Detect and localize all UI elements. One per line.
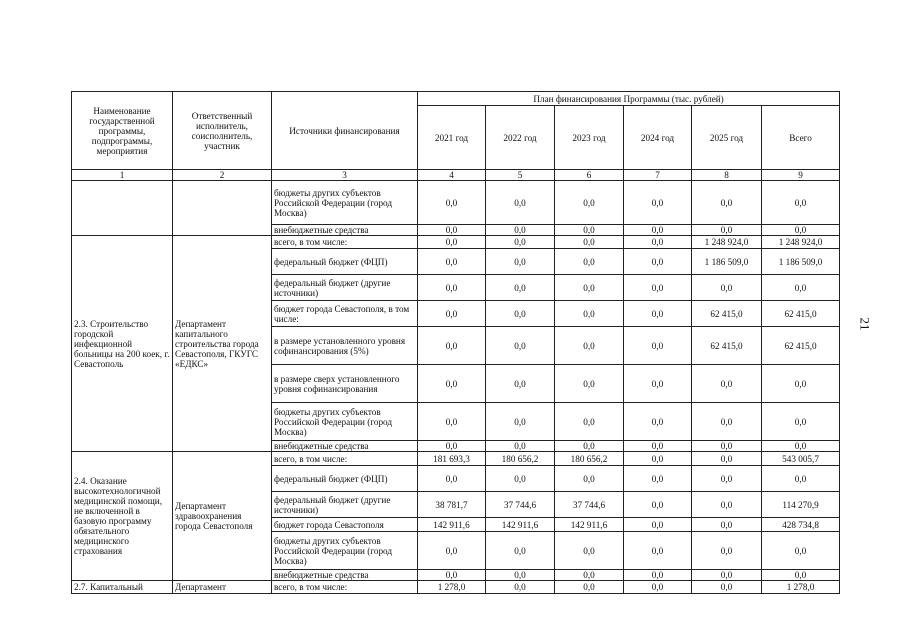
funding-source-cell: всего, в том числе: — [272, 236, 418, 249]
column-number: 1 — [72, 170, 173, 181]
year-value-cell: 0,0 — [418, 365, 486, 403]
year-value-cell: 0,0 — [624, 441, 692, 452]
year-value-cell: 0,0 — [624, 327, 692, 365]
year-value-cell: 0,0 — [555, 236, 624, 249]
column-number: 2 — [173, 170, 272, 181]
total-value-cell: 1 248 924,0 — [762, 236, 840, 249]
year-value-cell: 0,0 — [418, 466, 486, 492]
funding-source-cell: внебюджетные средства — [272, 441, 418, 452]
total-value-cell: 1 278,0 — [762, 581, 840, 594]
header-responsible-column: Ответственный исполнитель, соисполнитель, участник — [173, 92, 272, 170]
total-value-cell: 62 415,0 — [762, 327, 840, 365]
year-value-cell: 0,0 — [486, 225, 555, 236]
year-value-cell: 0,0 — [555, 466, 624, 492]
year-value-cell: 0,0 — [624, 570, 692, 581]
year-value-cell: 0,0 — [418, 532, 486, 570]
column-number: 7 — [624, 170, 692, 181]
year-value-cell: 37 744,6 — [555, 492, 624, 518]
year-value-cell: 0,0 — [555, 327, 624, 365]
year-value-cell: 0,0 — [624, 492, 692, 518]
header-sources-column: Источники финансирования — [272, 92, 418, 170]
header-plan: План финансирования Программы (тыс. рублей) — [418, 92, 840, 106]
year-value-cell: 0,0 — [624, 181, 692, 225]
year-value-cell: 1 186 509,0 — [692, 249, 762, 275]
year-value-cell: 0,0 — [624, 532, 692, 570]
year-value-cell: 0,0 — [692, 570, 762, 581]
year-value-cell: 0,0 — [486, 532, 555, 570]
year-value-cell: 0,0 — [624, 236, 692, 249]
year-value-cell: 0,0 — [624, 466, 692, 492]
responsible-cell: Департамент капитального строительства города Севастополя, ГКУГС «ЕДКС» — [173, 236, 272, 452]
funding-source-cell: внебюджетные средства — [272, 570, 418, 581]
funding-source-cell: бюджеты других субъектов Российской Федерации (город Москва) — [272, 181, 418, 225]
total-value-cell: 0,0 — [762, 275, 840, 301]
column-number: 6 — [555, 170, 624, 181]
responsible-cell: Департамент здравоохранения города Севастополя — [173, 452, 272, 581]
year-value-cell: 0,0 — [555, 301, 624, 327]
year-value-cell: 0,0 — [555, 441, 624, 452]
year-value-cell: 0,0 — [624, 301, 692, 327]
total-value-cell: 0,0 — [762, 181, 840, 225]
year-value-cell: 0,0 — [555, 570, 624, 581]
year-value-cell: 0,0 — [692, 225, 762, 236]
funding-source-cell: бюджет города Севастополя — [272, 518, 418, 532]
funding-source-cell: всего, в том числе: — [272, 452, 418, 466]
year-value-cell: 1 278,0 — [418, 581, 486, 594]
total-value-cell: 0,0 — [762, 365, 840, 403]
funding-source-cell: в размере установленного уровня софинансирования (5%) — [272, 327, 418, 365]
year-value-cell: 0,0 — [692, 365, 762, 403]
year-value-cell: 142 911,6 — [418, 518, 486, 532]
funding-source-cell: внебюджетные средства — [272, 225, 418, 236]
header-total: Всего — [762, 106, 840, 170]
total-value-cell: 0,0 — [762, 225, 840, 236]
total-value-cell: 0,0 — [762, 570, 840, 581]
header-year: 2024 год — [624, 106, 692, 170]
year-value-cell: 62 415,0 — [692, 327, 762, 365]
header-year: 2022 год — [486, 106, 555, 170]
funding-source-cell: федеральный бюджет (ФЦП) — [272, 249, 418, 275]
total-value-cell: 0,0 — [762, 466, 840, 492]
year-value-cell: 0,0 — [692, 403, 762, 441]
year-value-cell: 0,0 — [624, 275, 692, 301]
year-value-cell: 0,0 — [555, 403, 624, 441]
year-value-cell: 0,0 — [418, 570, 486, 581]
year-value-cell: 0,0 — [486, 181, 555, 225]
year-value-cell: 37 744,6 — [486, 492, 555, 518]
total-value-cell: 428 734,8 — [762, 518, 840, 532]
activity-name-cell: 2.7. Капитальный — [72, 581, 173, 594]
year-value-cell: 0,0 — [486, 581, 555, 594]
year-value-cell: 142 911,6 — [555, 518, 624, 532]
year-value-cell: 0,0 — [418, 249, 486, 275]
year-value-cell: 0,0 — [692, 518, 762, 532]
year-value-cell: 0,0 — [418, 275, 486, 301]
year-value-cell: 181 693,3 — [418, 452, 486, 466]
funding-source-cell: федеральный бюджет (другие источники) — [272, 275, 418, 301]
funding-source-cell: в размере сверх установленного уровня софинансирования — [272, 365, 418, 403]
year-value-cell: 0,0 — [486, 249, 555, 275]
year-value-cell: 0,0 — [486, 441, 555, 452]
funding-source-cell: бюджеты других субъектов Российской Федерации (город Москва) — [272, 403, 418, 441]
table-row — [72, 581, 840, 594]
year-value-cell: 1 248 924,0 — [692, 236, 762, 249]
header-year: 2025 год — [692, 106, 762, 170]
year-value-cell: 0,0 — [555, 181, 624, 225]
activity-name-cell: 2.3. Строительство городской инфекционной больницы на 200 коек, г. Севастополь — [72, 236, 173, 452]
year-value-cell: 0,0 — [555, 365, 624, 403]
year-value-cell: 142 911,6 — [486, 518, 555, 532]
year-value-cell: 0,0 — [418, 441, 486, 452]
total-value-cell: 62 415,0 — [762, 301, 840, 327]
funding-source-cell: федеральный бюджет (ФЦП) — [272, 466, 418, 492]
year-value-cell: 0,0 — [418, 301, 486, 327]
table-row — [72, 236, 840, 249]
year-value-cell: 0,0 — [418, 327, 486, 365]
year-value-cell: 0,0 — [486, 365, 555, 403]
activity-name-cell: 2.4. Оказание высокотехнологичной медицинской помощи, не включенной в базовую программу обязательного медицинского страхования — [72, 452, 173, 581]
year-value-cell: 0,0 — [624, 403, 692, 441]
year-value-cell: 0,0 — [692, 441, 762, 452]
year-value-cell: 0,0 — [486, 327, 555, 365]
financing-table — [71, 91, 840, 594]
funding-source-cell: всего, в том числе: — [272, 581, 418, 594]
column-number: 5 — [486, 170, 555, 181]
header-name-column: Наименование государственной программы, подпрограммы, мероприятия — [72, 92, 173, 170]
year-value-cell: 0,0 — [555, 225, 624, 236]
year-value-cell: 0,0 — [624, 225, 692, 236]
funding-source-cell: бюджет города Севастополя, в том числе: — [272, 301, 418, 327]
table-row — [72, 181, 840, 225]
page-number: 21 — [857, 317, 873, 331]
year-value-cell: 0,0 — [418, 236, 486, 249]
year-value-cell: 0,0 — [486, 301, 555, 327]
year-value-cell: 0,0 — [624, 249, 692, 275]
responsible-cell: Департамент — [173, 581, 272, 594]
year-value-cell: 0,0 — [486, 466, 555, 492]
year-value-cell: 0,0 — [486, 275, 555, 301]
year-value-cell: 0,0 — [692, 581, 762, 594]
table-row — [72, 452, 840, 466]
responsible-cell — [173, 181, 272, 236]
funding-source-cell: федеральный бюджет (другие источники) — [272, 492, 418, 518]
column-number: 4 — [418, 170, 486, 181]
year-value-cell: 0,0 — [486, 570, 555, 581]
year-value-cell: 0,0 — [624, 452, 692, 466]
column-number: 9 — [762, 170, 840, 181]
table-body — [72, 181, 840, 594]
year-value-cell: 0,0 — [692, 181, 762, 225]
year-value-cell: 0,0 — [624, 365, 692, 403]
header-year: 2021 год — [418, 106, 486, 170]
year-value-cell: 0,0 — [555, 249, 624, 275]
year-value-cell: 0,0 — [692, 466, 762, 492]
activity-name-cell — [72, 181, 173, 236]
total-value-cell: 114 270,9 — [762, 492, 840, 518]
total-value-cell: 543 005,7 — [762, 452, 840, 466]
total-value-cell: 0,0 — [762, 441, 840, 452]
year-value-cell: 0,0 — [692, 532, 762, 570]
year-value-cell: 0,0 — [624, 581, 692, 594]
year-value-cell: 62 415,0 — [692, 301, 762, 327]
year-value-cell: 0,0 — [486, 403, 555, 441]
year-value-cell: 0,0 — [692, 275, 762, 301]
year-value-cell: 0,0 — [555, 581, 624, 594]
year-value-cell: 0,0 — [555, 532, 624, 570]
year-value-cell: 0,0 — [692, 452, 762, 466]
funding-source-cell: бюджеты других субъектов Российской Федерации (город Москва) — [272, 532, 418, 570]
column-number: 3 — [272, 170, 418, 181]
year-value-cell: 0,0 — [624, 518, 692, 532]
year-value-cell: 0,0 — [418, 403, 486, 441]
year-value-cell: 0,0 — [486, 236, 555, 249]
year-value-cell: 180 656,2 — [486, 452, 555, 466]
year-value-cell: 0,0 — [692, 492, 762, 518]
total-value-cell: 1 186 509,0 — [762, 249, 840, 275]
header-year: 2023 год — [555, 106, 624, 170]
year-value-cell: 0,0 — [418, 181, 486, 225]
total-value-cell: 0,0 — [762, 532, 840, 570]
year-value-cell: 0,0 — [555, 275, 624, 301]
year-value-cell: 38 781,7 — [418, 492, 486, 518]
column-number: 8 — [692, 170, 762, 181]
year-value-cell: 180 656,2 — [555, 452, 624, 466]
total-value-cell: 0,0 — [762, 403, 840, 441]
year-value-cell: 0,0 — [418, 225, 486, 236]
